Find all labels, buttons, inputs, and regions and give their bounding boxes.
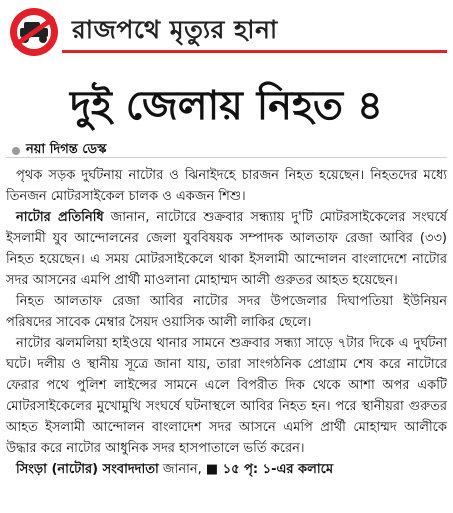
article-body (6, 165, 447, 505)
reporter-credit: নাটোর প্রতিনিধি (16, 210, 104, 225)
paragraph-2 (6, 207, 447, 291)
section-title: রাজপথে মৃত্যুর হানা (72, 15, 278, 44)
paragraph-2-text: মোটরসাইকেলের সংঘর্ষে ইসলামী যুব আন্দোলনের জেলা যুববিষয়ক সম্পাদক আলতাফ রেজা আবির (৩৩) নিহত হয়েছেন। এ সময় মোটরসাইকেলে থাকা ইসলামী আন্দোলন বাংলাদেশে নাটোর সদর আসনের এমপি প্রার্থী মাওলানা মোহাম্মদ আলী গুরুতর আহত হয়েছেন। (6, 210, 447, 288)
correspondent-credit: সিংড়া (নাটোর) সংবাদদাতা (16, 462, 159, 477)
byline-divider (6, 157, 447, 158)
section-logo (8, 6, 60, 58)
paragraph-5 (6, 459, 447, 480)
section-rule (62, 50, 447, 53)
byline-text: নয়া দিগন্ত ডেস্ক (26, 142, 107, 157)
headline: দুই জেলায় নিহত ৪ (70, 83, 383, 129)
bullet-icon (12, 147, 20, 155)
paragraph-5-text: জানান, (158, 462, 206, 477)
paragraph-1: পৃথক সড়ক দুর্ঘটনায় নাটোর ও ঝিনাইদহে চারজন নিহত হয়েছেন। নিহতদের মধ্যে তিনজন মোটরসাইকেল চালক ও একজন শিশু। (6, 168, 447, 204)
continued-note: ■ ১৫ পৃ: ১-এর কলামে (205, 462, 334, 477)
paragraph-4: নাটোর ঝলমলিয়া হাইওয়ে থানার সামনে শুক্রবার সন্ধ্যা সাড়ে ৭টার দিকে এ দুর্ঘটনা ঘটে। দলীয় ও স্থানীয় সূত্রে জানা যায়, তারা সাংগঠনিক প্রোগ্রাম শেষ করে নাটোরে ফেরার পথে পুলিশ লাইন্সের সামনে এলে বিপরীত দিক থেকে আশা অপর একটি মোটরসাইকেলের মুখোমুখি সংঘর্ষে ঘটনাস্থলে আবির নিহত হন। পরে স্থানীয়রা গুরুতর আহত ইসলামী আন্দোলন বাংলাদেশ সদর আসনে এমপি প্রার্থী মোহাম্মদ আলীকে উদ্ধার করে নাটোর আধুনিক সদর হাসপাতালে ভর্তি করেন। (6, 336, 448, 456)
paragraph-2-lead: জানান, নাটোরে শুক্রবার সন্ধ্যায় দু'টি (103, 210, 320, 225)
paragraph-3: নিহত আলতাফ রেজা আবির নাটোর সদর উপজেলার দিঘাপতিয়া ইউনিয়ন পরিষদের সাবেক মেম্বার সৈয়দ ওয়াসিক আলী লাকির ছেলে। (6, 294, 447, 330)
